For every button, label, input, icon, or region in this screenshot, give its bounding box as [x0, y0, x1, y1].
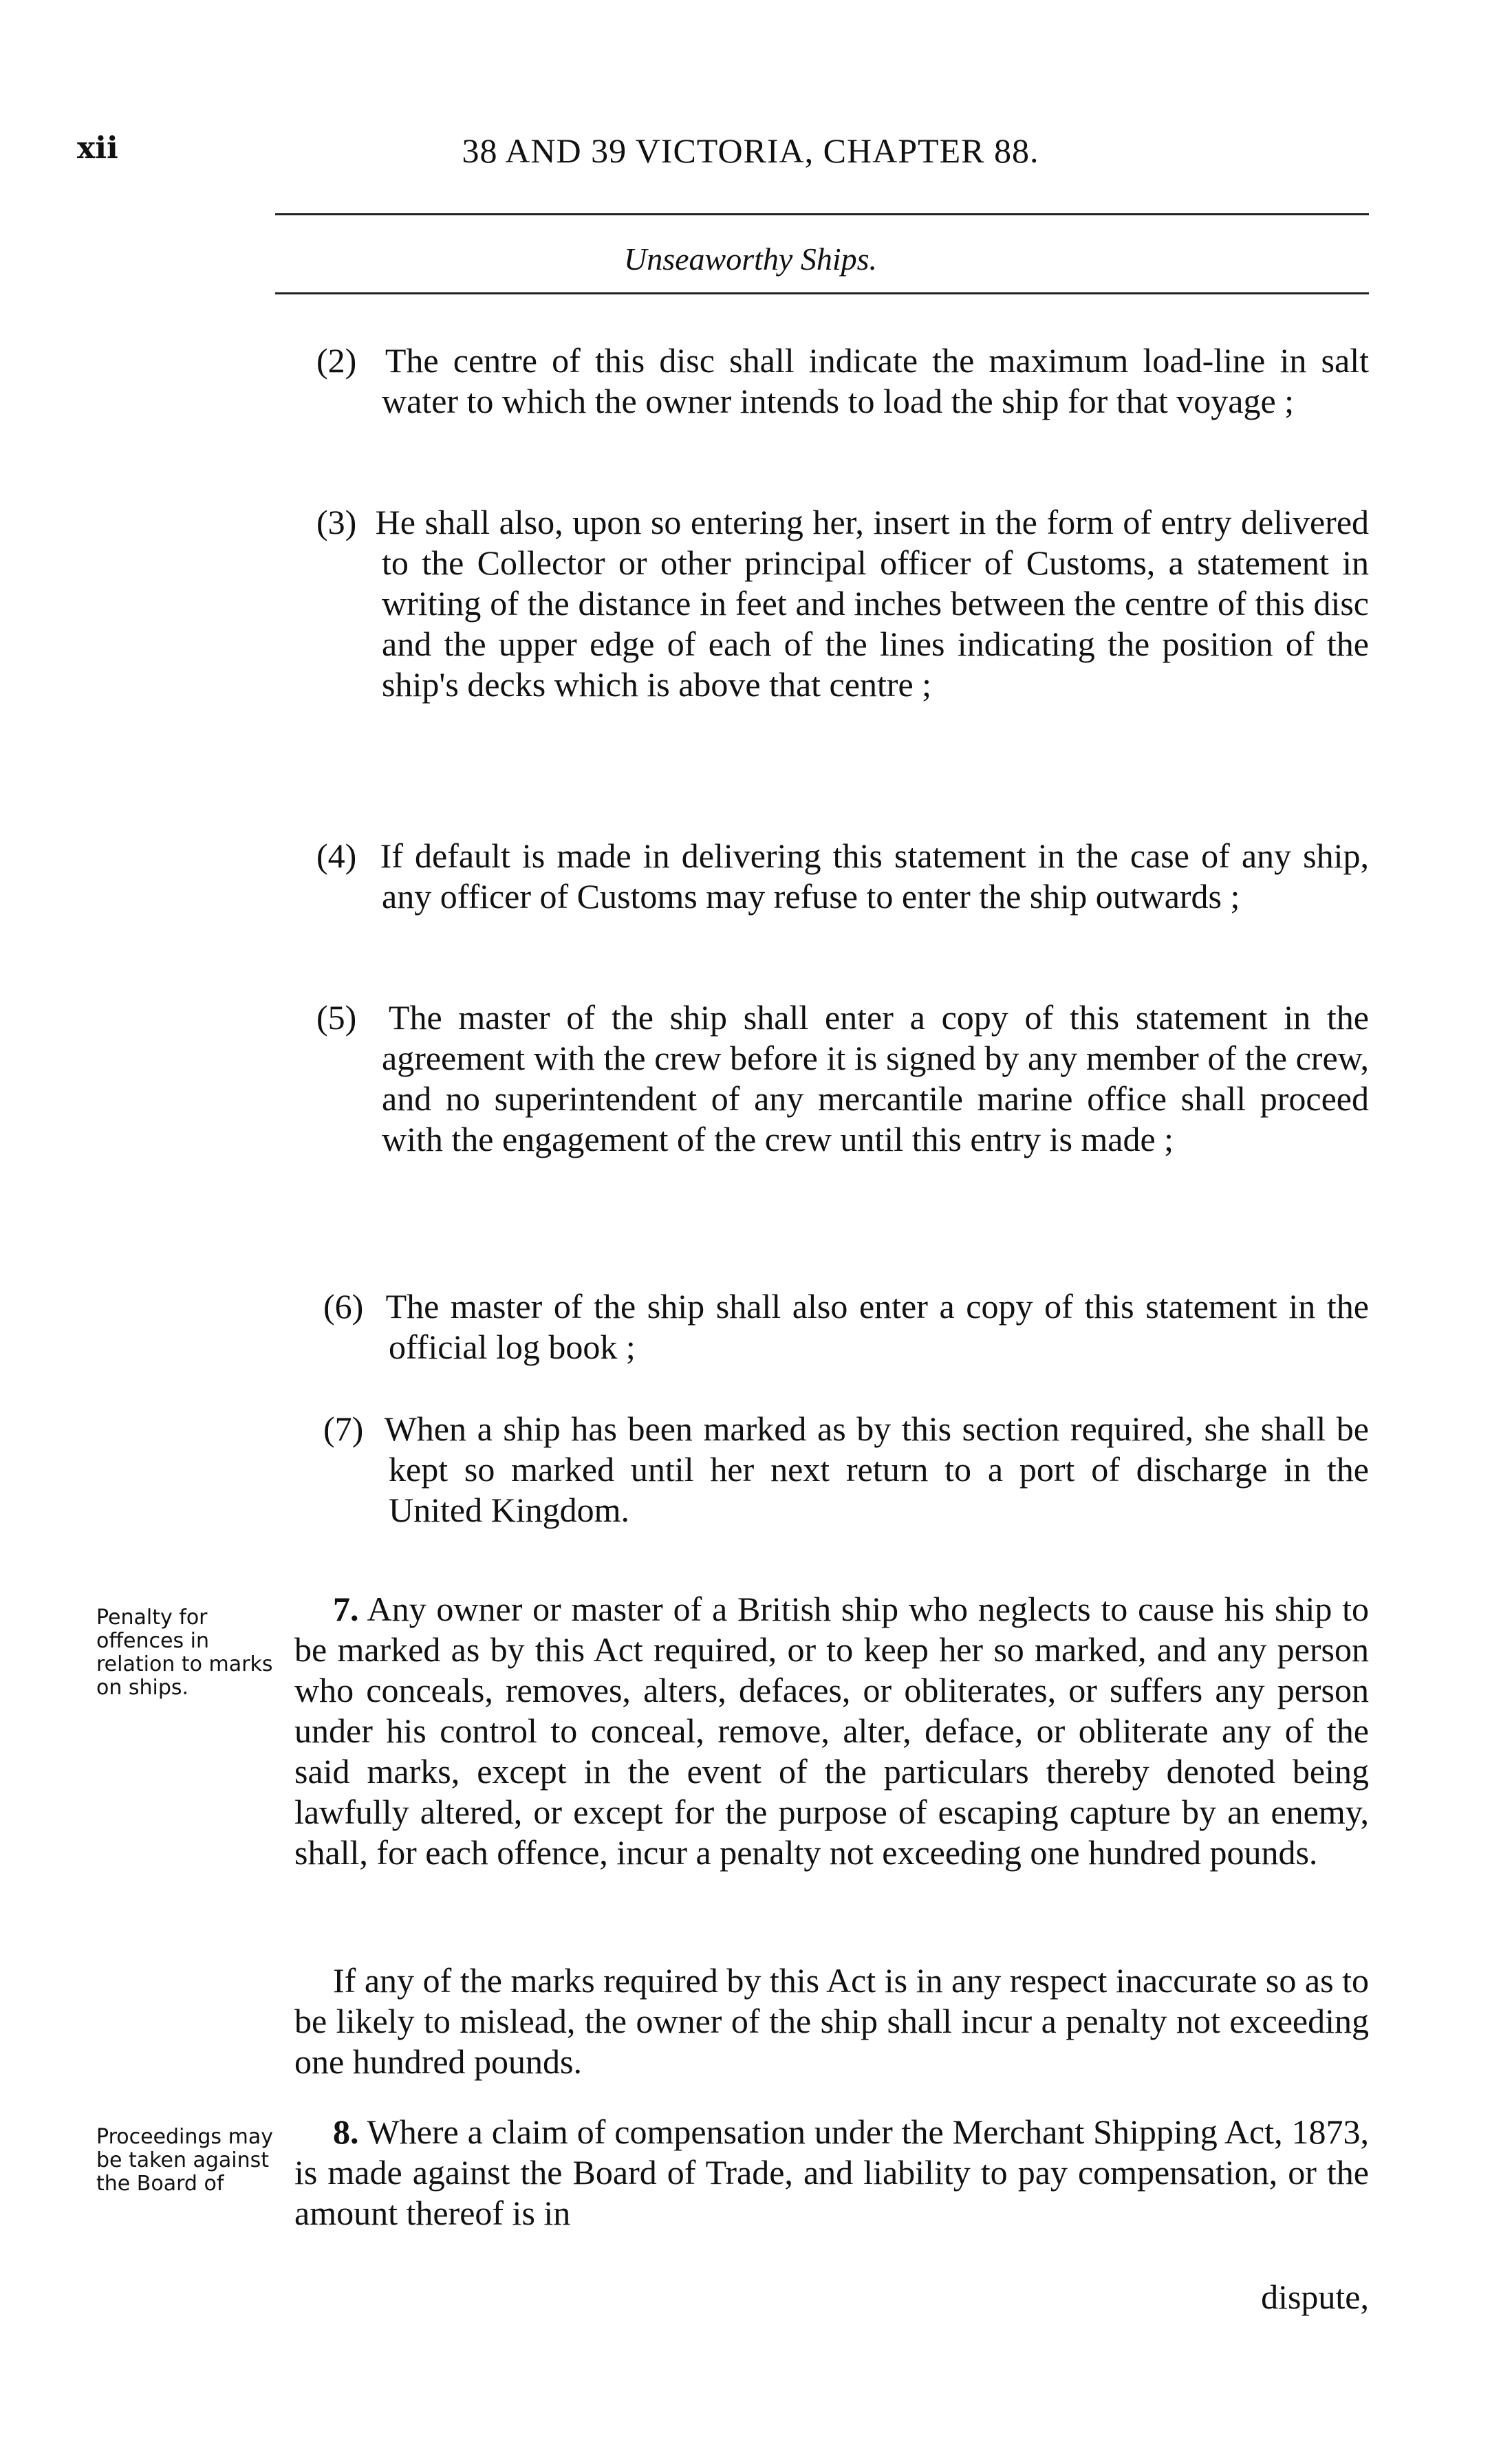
margin-note-section-7: Penalty for offences in relation to marks on ships.	[96, 1606, 273, 1700]
section-text: Where a claim of compensation under the Merchant Shipping Act, 1873, is made against the Board of Trade, and liability to pay compensation, or the amount thereof is in	[294, 2112, 1369, 2232]
subsection-text: The centre of this disc shall indicate the maximum load-line in salt water to which the owner intends to load the ship for that voyage ;	[382, 341, 1369, 420]
section-text: Any owner or master of a British ship who neglects to cause his ship to be marked as by this Act required, or to keep her so marked, and any person who conceals, removes, alters, defaces, or obliterates, or suffers any person under his control to conceal, remove, alter, deface, or obliterate any of the said marks, except in the event of the particulars thereby denoted being lawfully altered, or except for the purpose of escaping capture by an enemy, shall, for each offence, incur a penalty not exceeding one hundred pounds.	[294, 1590, 1369, 1872]
section-7-paragraph-2	[294, 1960, 1369, 2082]
subsection-7	[323, 1409, 1369, 1531]
subsection-number: (7)	[323, 1409, 364, 1448]
top-rule	[275, 213, 1369, 215]
catchword: dispute,	[1261, 2278, 1369, 2316]
section-title: Unseaworthy Ships.	[624, 241, 877, 277]
section-number: 7.	[333, 1590, 359, 1628]
subsection-number: (2)	[316, 341, 357, 380]
subsection-6	[323, 1286, 1369, 1368]
section-8	[294, 2112, 1369, 2234]
subsection-number: (3)	[316, 503, 357, 541]
section-number: 8.	[333, 2112, 359, 2151]
running-head: 38 AND 39 VICTORIA, CHAPTER 88.	[462, 131, 1039, 170]
subsection-number: (4)	[316, 836, 357, 875]
subsection-text: The master of the ship shall also enter a copy of this statement in the official log book ;	[385, 1287, 1369, 1366]
margin-note-section-8: Proceedings may be taken against the Board of	[96, 2125, 273, 2196]
subsection-text: He shall also, upon so entering her, insert in the form of entry delivered to the Collector or other principal officer of Customs, a statement in writing of the distance in feet and inches between the centre of this disc and the upper edge of each of the lines indicating the position of the ship's decks which is above that centre ;	[375, 503, 1370, 704]
subsection-number: (5)	[316, 998, 357, 1037]
subsection-2	[316, 341, 1369, 422]
subsection-4	[316, 836, 1369, 917]
bottom-rule	[275, 292, 1369, 294]
subsection-5	[316, 997, 1369, 1160]
page-number: xii	[77, 131, 118, 166]
subsection-text: When a ship has been marked as by this section required, she shall be kept so marked until her next return to a port of discharge in the United Kingdom.	[384, 1409, 1369, 1529]
subsection-3	[316, 502, 1369, 705]
section-text: If any of the marks required by this Act is in any respect inaccurate so as to be likely to mislead, the owner of the ship shall incur a penalty not exceeding one hundred pounds.	[294, 1961, 1369, 2081]
subsection-number: (6)	[323, 1287, 364, 1326]
section-7	[294, 1589, 1369, 1873]
subsection-text: If default is made in delivering this statement in the case of any ship, any officer of Customs may refuse to enter the ship outwards ;	[380, 836, 1369, 916]
subsection-text: The master of the ship shall enter a copy of this statement in the agreement with the crew before it is signed by any member of the crew, and no superintendent of any mercantile marine office shall proceed with the engagement of the crew until this entry is made ;	[382, 998, 1369, 1158]
